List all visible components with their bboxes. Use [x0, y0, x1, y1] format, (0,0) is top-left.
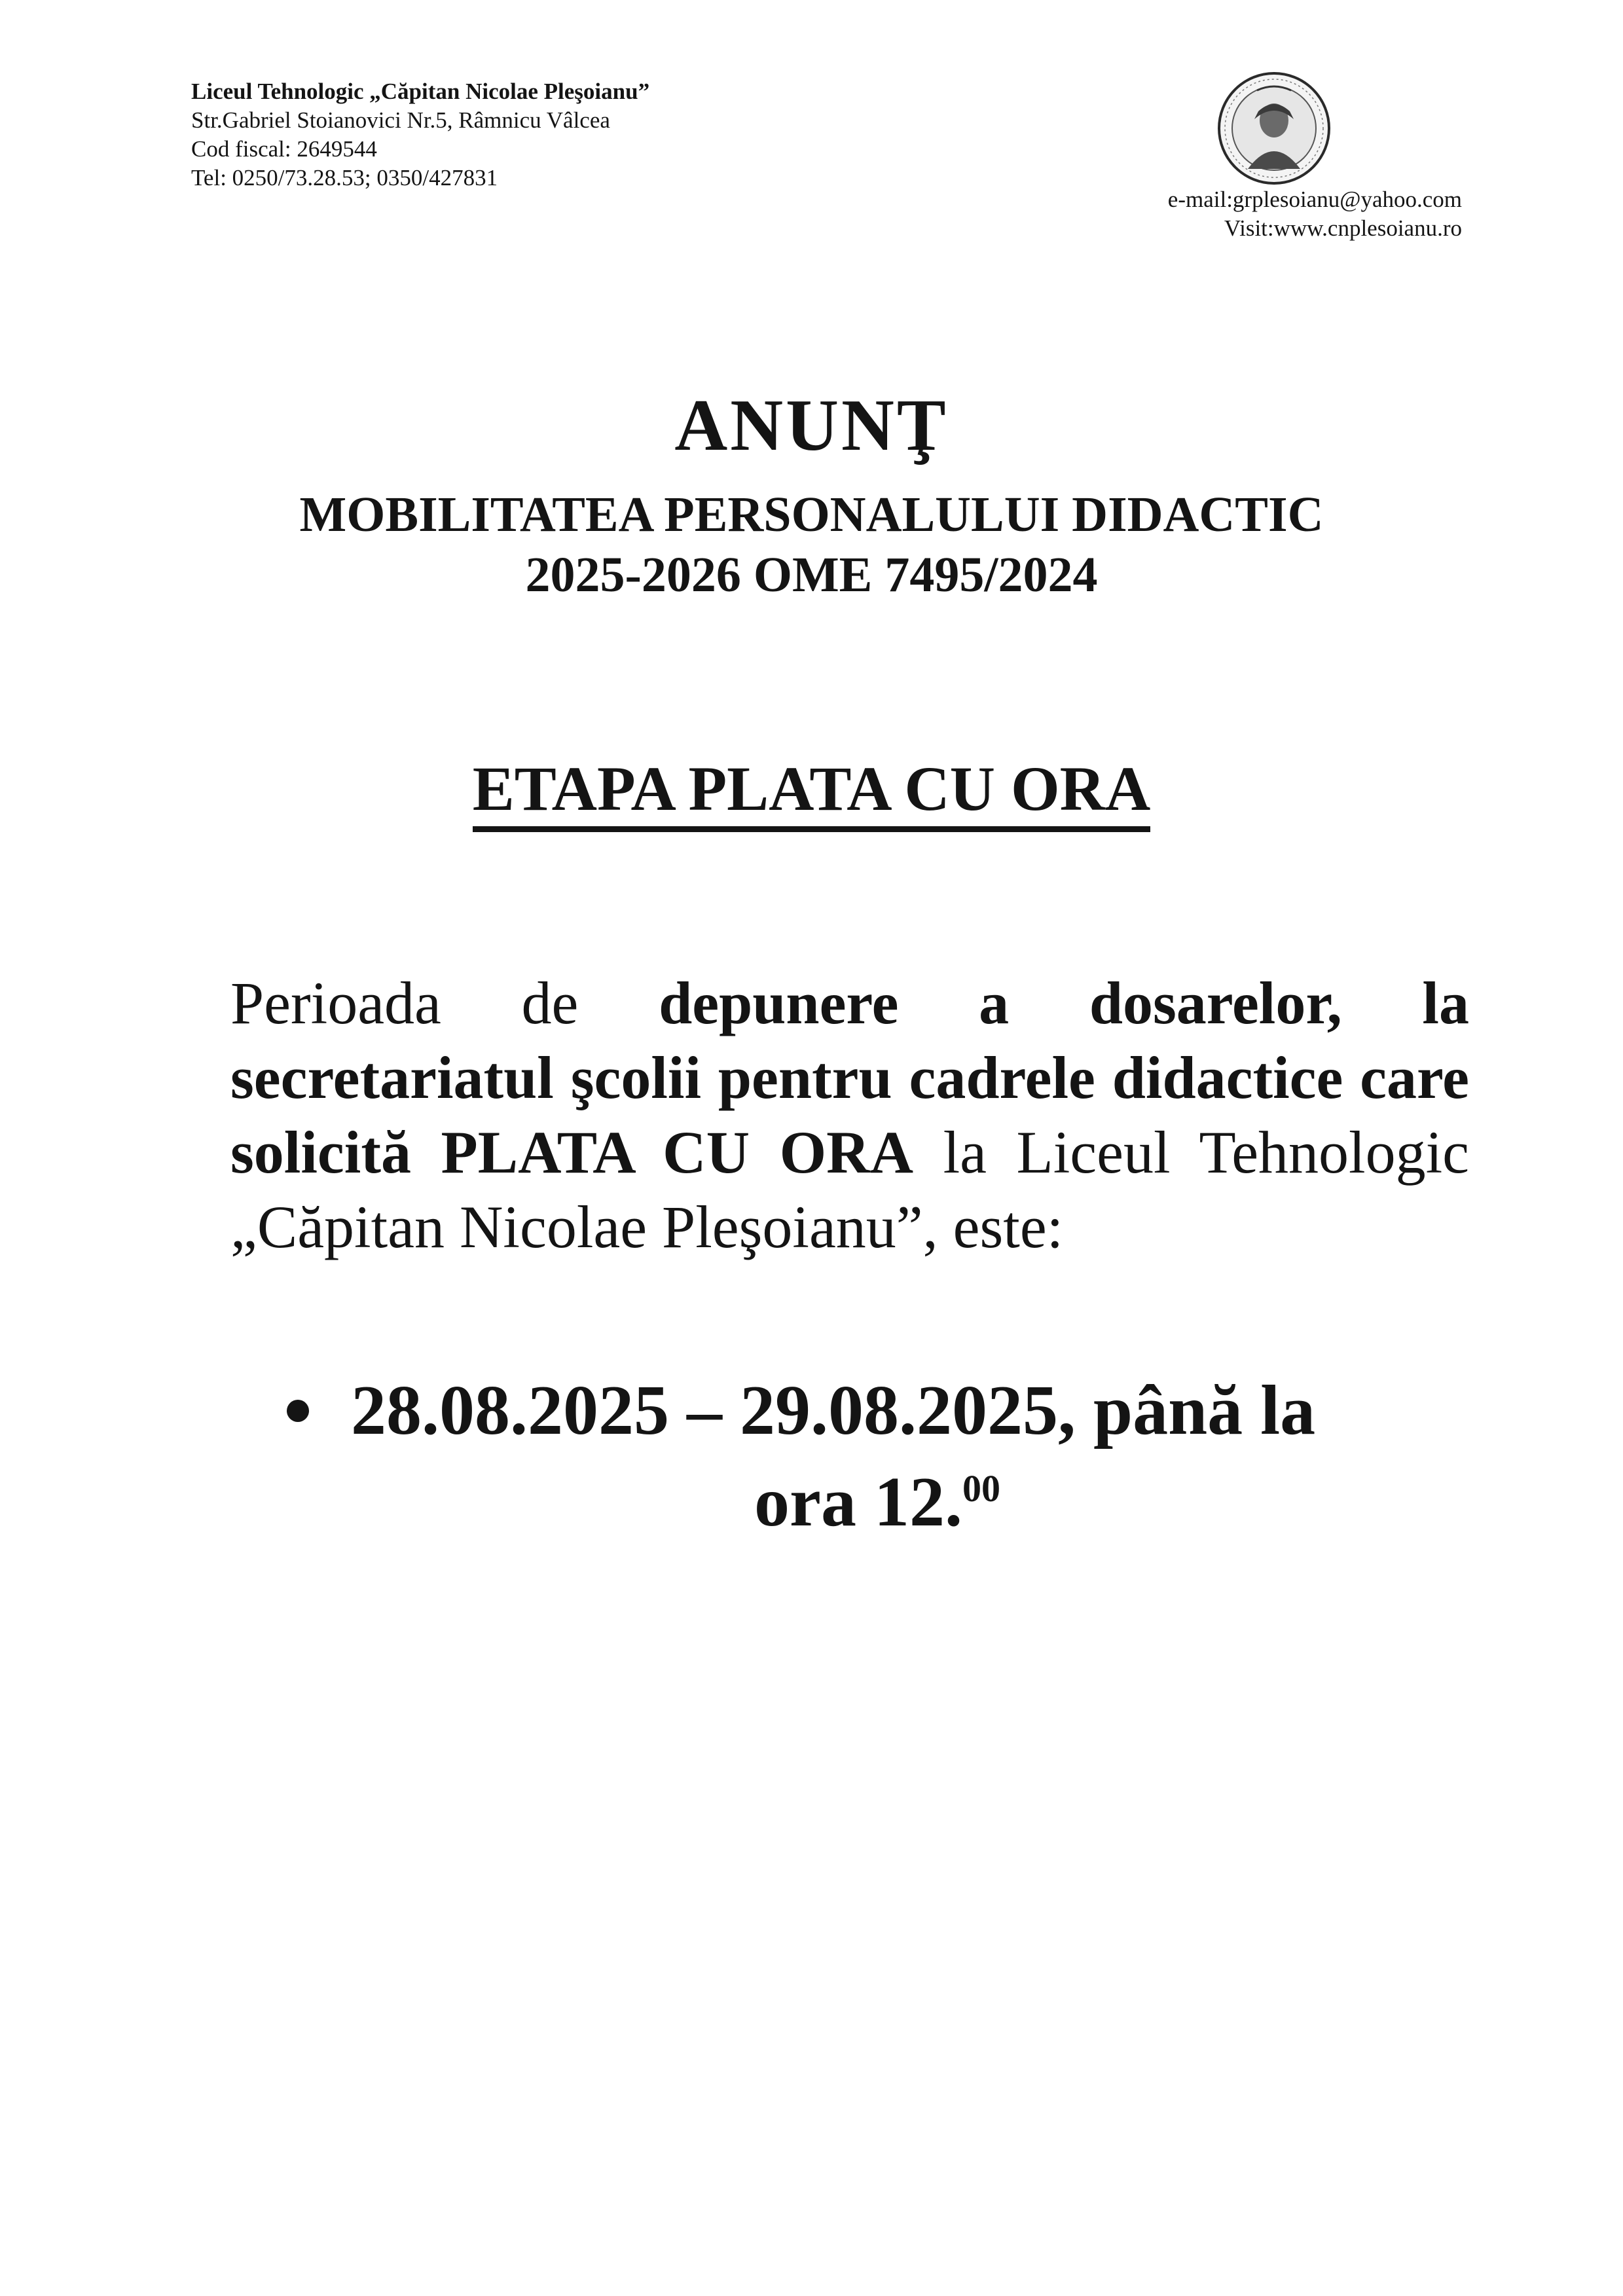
- deadline-date-range: 28.08.2025 – 29.08.2025, până la: [351, 1372, 1316, 1449]
- school-fiscal-code: Cod fiscal: 2649544: [191, 136, 377, 162]
- school-phone: Tel: 0250/73.28.53; 0350/427831: [191, 165, 498, 191]
- body-intro: Perioada de: [230, 970, 659, 1036]
- stage-heading: [0, 753, 1623, 832]
- school-address: Str.Gabriel Stoianovici Nr.5, Râmnicu Vâlcea: [191, 107, 610, 133]
- deadline-list-item: [275, 1365, 1480, 1457]
- school-email: e-mail:grplesoianu@yahoo.com: [1167, 187, 1462, 212]
- subtitle-line-2: 2025-2026 OME 7495/2024: [525, 547, 1098, 602]
- school-website: Visit:www.cnplesoianu.ro: [1224, 215, 1462, 241]
- school-seal-icon: [1216, 71, 1332, 186]
- subtitle-line-1: MOBILITATEA PERSONALULUI DIDACTIC: [299, 487, 1324, 542]
- body-emphasis: depunere a dosarelor, la secretariatul şcolii pentru cadrele didactice care solicită PLATA CU ORA: [230, 970, 1469, 1186]
- stage-title: ETAPA PLATA CU ORA: [473, 753, 1151, 832]
- announcement-body: [230, 966, 1469, 1264]
- deadline-time: [275, 1457, 1480, 1548]
- bullet-icon: [287, 1400, 309, 1422]
- announcement-subtitle: [0, 484, 1623, 605]
- announcement-title: ANUNŢ: [674, 385, 949, 466]
- school-name: Liceul Tehnologic „Căpitan Nicolae Pleşoianu”: [191, 79, 650, 104]
- school-header: [191, 77, 846, 192]
- deadline-time-superscript: 00: [962, 1467, 1000, 1510]
- body-outro: la Liceul Tehnologic „Căpitan Nicolae Pleşoianu”, este:: [230, 1119, 1469, 1260]
- contact-info: [1168, 185, 1462, 243]
- deadline-block: [275, 1365, 1480, 1548]
- deadline-time-prefix: ora 12.: [754, 1463, 962, 1541]
